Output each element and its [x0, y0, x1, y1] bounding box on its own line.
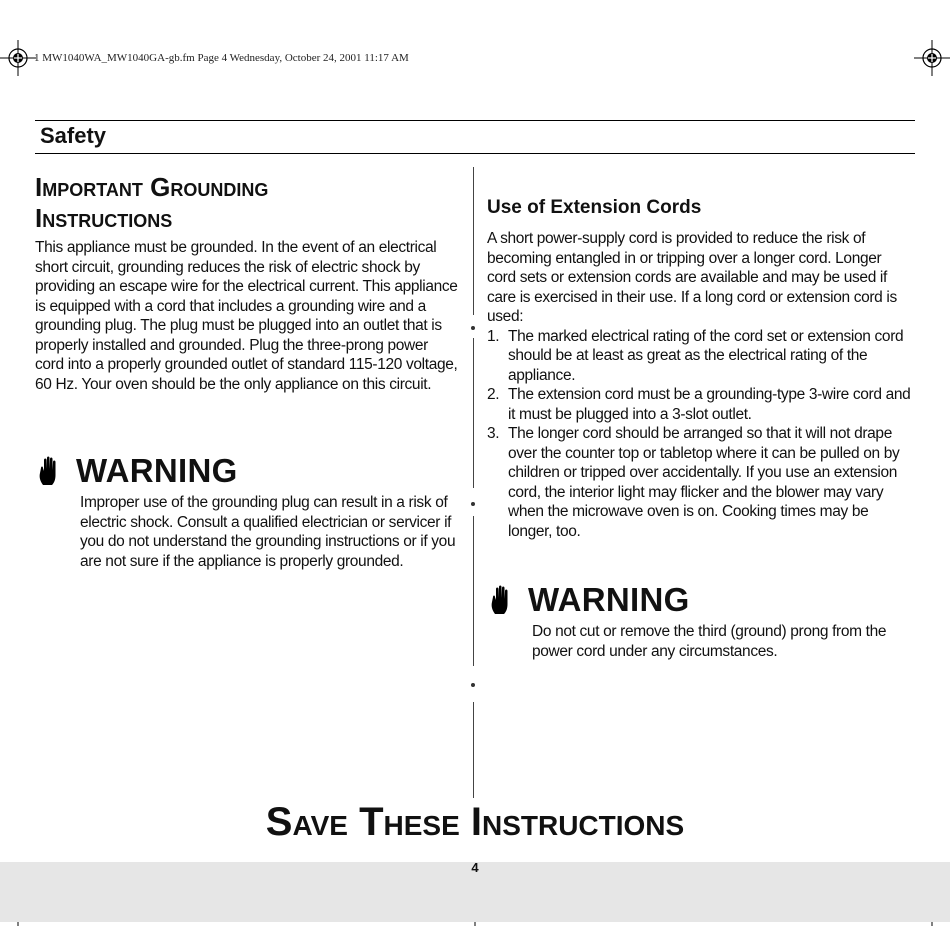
extension-cords-list [487, 327, 912, 542]
extension-cords-intro: A short power-supply cord is provided to reduce the risk of becoming entangled in or tripping over a longer cord. Longer cord sets or extension cords are available and may be used if care is exercised in their use. If a long cord or extension cord is used: [487, 230, 897, 325]
column-divider [473, 516, 474, 666]
list-item-text: The marked electrical rating of the cord set or extension cord should be at least as great as the electrical rating of the appliance. [508, 327, 904, 384]
file-header: 1 MW1040WA_MW1040GA-gb.fm Page 4 Wednesday, October 24, 2001 11:17 AM [34, 52, 409, 64]
column-divider [473, 338, 474, 488]
section-label: Safety [40, 123, 107, 148]
section-rule-bottom [35, 153, 915, 154]
list-item-text: The longer cord should be arranged so that it will not drape over the counter top or tabletop where it can be pulled on by children or tripped over accidentally. If you use an extension cord, the interior light may flicker and the blower may vary when the microwave oven is on. Cooking times may be longer, too. [508, 425, 900, 540]
extension-cords-title: Use of Extension Cords [487, 197, 702, 218]
list-item-number: 1. [487, 327, 500, 345]
divider-dot [471, 502, 475, 506]
list-item [487, 327, 912, 386]
grounding-title-line1: Important Grounding [35, 172, 269, 202]
grounding-title-line2: Instructions [35, 203, 173, 233]
list-item-number: 3. [487, 425, 500, 442]
warning-text: Do not cut or remove the third (ground) prong from the power cord under any circumstances. [532, 623, 887, 660]
page-number: 4 [471, 860, 479, 875]
grounding-title [35, 172, 460, 234]
warning-label: WARNING [76, 452, 238, 489]
list-item [487, 385, 912, 424]
registration-mark-icon [914, 40, 950, 76]
column-divider [473, 167, 474, 315]
warning-label: WARNING [528, 581, 690, 618]
hand-stop-icon [38, 455, 62, 487]
warning-block-left [38, 452, 463, 571]
save-instructions-title: Save These Instructions [265, 800, 685, 844]
left-column [35, 172, 460, 394]
divider-dot [471, 326, 475, 330]
list-item [487, 424, 912, 541]
list-item-number: 2. [487, 386, 500, 403]
warning-text: Improper use of the grounding plug can result in a risk of electric shock. Consult a qualified electrician or servicer if you do not understand the grounding instructions or if you are not sure if the appliance is properly grounded. [80, 494, 456, 570]
section-rule-top [35, 120, 915, 121]
registration-mark-icon [0, 40, 36, 76]
warning-block-right [490, 581, 915, 661]
right-column [487, 197, 912, 541]
grounding-body: This appliance must be grounded. In the event of an electrical short circuit, grounding reduces the risk of electric shock by providing an escape wire for the electrical current. This appliance is equipped with a cord that includes a grounding wire and a grounding plug. The plug must be plugged into an outlet that is properly installed and grounded. Plug the three-prong power cord into a properly grounded outlet of standard 115-120 voltage, 60 Hz. Your oven should be the only appliance on this circuit. [35, 239, 458, 393]
divider-dot [471, 683, 475, 687]
hand-stop-icon [490, 584, 514, 616]
column-divider [473, 702, 474, 798]
list-item-text: The extension cord must be a grounding-type 3-wire cord and it must be plugged into a 3-slot outlet. [508, 386, 911, 423]
